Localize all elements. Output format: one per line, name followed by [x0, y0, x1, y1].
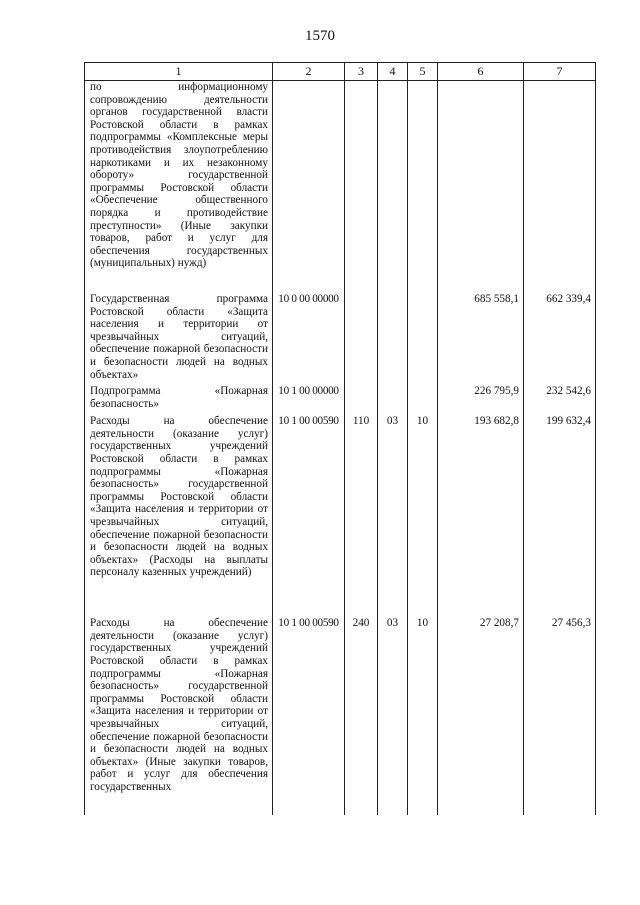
row-amount-2: 662 339,4	[524, 287, 596, 381]
row-c3: 110	[345, 411, 378, 613]
row-name: по информационному сопровождению деятельности органов государственной власти Ростовской области в рамках подпрограммы «Комплексные меры противодействия злоупотреблению наркотиками и их незаконному обороту» государственной программы Ростовской области «Обеспечение общественного порядка и противодействие преступности» (Иные закупки товаров, работ и услуг для обеспечения государственных (муниципальных) нужд)	[85, 81, 273, 288]
row-code: 10 0 00 00000	[273, 287, 345, 381]
row-c4	[378, 287, 408, 381]
row-name: Расходы на обеспечение деятельности (оказание услуг) государственных учреждений Ростовской области в рамках подпрограммы «Пожарная безопасность» государственной программы Ростовской области «Защита населения и территории от чрезвычайных ситуаций, обеспечение пожарной безопасности и безопасности людей на водных объектах» (Иные закупки товаров, работ и услуг для обеспечения государственных	[85, 613, 273, 815]
row-amount-2	[524, 81, 596, 288]
table-row	[85, 613, 596, 815]
row-c5	[408, 287, 438, 381]
column-header: 5	[408, 63, 438, 81]
row-amount-2: 232 542,6	[524, 381, 596, 411]
table-row	[85, 381, 596, 411]
row-c3: 240	[345, 613, 378, 815]
column-header: 4	[378, 63, 408, 81]
row-c5: 10	[408, 411, 438, 613]
column-header: 6	[438, 63, 524, 81]
row-c4: 03	[378, 411, 408, 613]
row-code: 10 1 00 00590	[273, 613, 345, 815]
row-c4	[378, 381, 408, 411]
row-amount-1	[438, 81, 524, 288]
row-amount-2: 199 632,4	[524, 411, 596, 613]
row-amount-2: 27 456,3	[524, 613, 596, 815]
column-header: 3	[345, 63, 378, 81]
row-amount-1: 27 208,7	[438, 613, 524, 815]
row-c4	[378, 81, 408, 288]
row-c3	[345, 287, 378, 381]
row-c5: 10	[408, 613, 438, 815]
row-c3	[345, 381, 378, 411]
row-amount-1: 226 795,9	[438, 381, 524, 411]
column-header: 2	[273, 63, 345, 81]
row-c3	[345, 81, 378, 288]
table-row	[85, 287, 596, 381]
row-amount-1: 685 558,1	[438, 287, 524, 381]
row-c5	[408, 381, 438, 411]
column-header: 1	[85, 63, 273, 81]
row-name: Государственная программа Ростовской области «Защита населения и территории от чрезвычайных ситуаций, обеспечение пожарной безопасности и безопасности людей на водных объектах»	[85, 287, 273, 381]
row-code: 10 1 00 00590	[273, 411, 345, 613]
table-header-row	[85, 63, 596, 81]
page-number: 1570	[305, 28, 335, 44]
budget-table	[84, 62, 596, 815]
row-amount-1: 193 682,8	[438, 411, 524, 613]
column-header: 7	[524, 63, 596, 81]
row-code	[273, 81, 345, 288]
row-c5	[408, 81, 438, 288]
row-c4: 03	[378, 613, 408, 815]
row-code: 10 1 00 00000	[273, 381, 345, 411]
row-name: Расходы на обеспечение деятельности (оказание услуг) государственных учреждений Ростовской области в рамках подпрограммы «Пожарная безопасность» государственной программы Ростовской области «Защита населения и территории от чрезвычайных ситуаций, обеспечение пожарной безопасности и безопасности людей на водных объектах» (Расходы на выплаты персоналу казенных учреждений)	[85, 411, 273, 613]
table-row	[85, 411, 596, 613]
row-name: Подпрограмма «Пожарная безопасность»	[85, 381, 273, 411]
table-row	[85, 81, 596, 288]
